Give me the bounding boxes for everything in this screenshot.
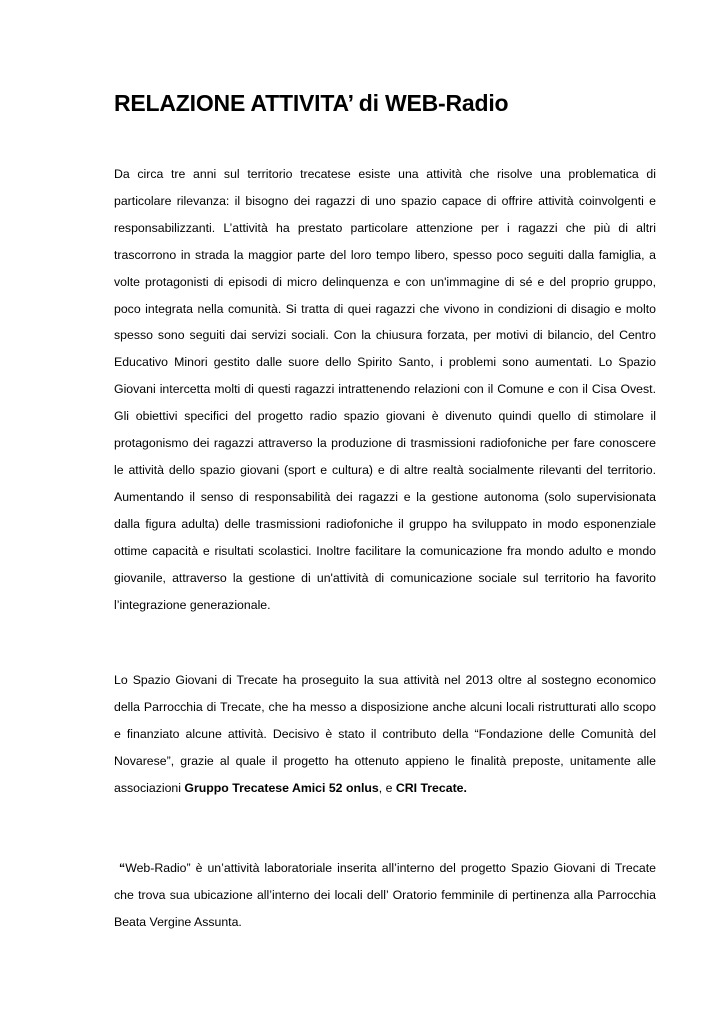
document-title: RELAZIONE ATTIVITA’ di WEB-Radio [114, 90, 509, 116]
association-gruppo-trecatese: Gruppo Trecatese Amici 52 onlus [184, 780, 379, 795]
paragraph-intro: Da circa tre anni sul territorio trecatese esiste una attività che risolve una problematica di particolare rilevanza: il bisogno dei ragazzi di uno spazio capace di offrire attività coinvolgenti e responsabilizzanti. L’attività ha prestato particolare attenzione per i ragazzi che più di altri trascorrono in strada la maggior parte del loro tempo libero, spesso poco seguiti dalla famiglia, a volte protagonisti di episodi di micro delinquenza e con un'immagine di sé e del proprio gruppo, poco integrata nella comunità. Si tratta di quei ragazzi che vivono in condizioni di disagio e molto spesso sono seguiti dai servizi sociali. Con la chiusura forzata, per motivi di bilancio, del Centro Educativo Minori gestito dalle suore dello Spirito Santo, i problemi sono aumentati. Lo Spazio Giovani intercetta molti di questi ragazzi intrattenendo relazioni con il Comune e con il Cisa Ovest. Gli obiettivi specifici del progetto radio spazio giovani è divenuto quindi quello di stimolare il protagonismo dei ragazzi attraverso la produzione di trasmissioni radiofoniche per fare conoscere le attività dello spazio giovani (sport e cultura) e di altre realtà socialmente rilevanti del territorio. Aumentando il senso di responsabilità dei ragazzi e la gestione autonoma (solo supervisionata dalla figura adulta) delle trasmissioni radiofoniche il gruppo ha sviluppato in modo esponenziale ottime capacità e risultati scolastici. Inoltre facilitare la comunicazione fra mondo adulto e mondo giovanile, attraverso la gestione di un'attività di comunicazione sociale sul territorio ha favorito l’integrazione generazionale. [114, 167, 656, 612]
paragraph-funding-separator: , e [378, 780, 393, 795]
paragraph-web-radio-text: Web-Radio” è un’attività laboratoriale inserita all’interno del progetto Spazio Giovani di Trecate che trova sua ubicazione all’interno dei locali dell’ Oratorio femminile di pertinenza alla Parrocchia Beata Vergine Assunta. [114, 861, 656, 929]
association-cri-trecate: CRI Trecate. [395, 780, 467, 795]
paragraph-funding [114, 667, 656, 802]
paragraph-web-radio [114, 855, 656, 936]
opening-quote: “ [119, 861, 126, 875]
paragraph-funding-text: Lo Spazio Giovani di Trecate ha proseguito la sua attività nel 2013 oltre al sostegno economico della Parrocchia di Trecate, che ha messo a disposizione anche alcuni locali ristrutturati allo scopo e finanziato alcune attività. Decisivo è stato il contributo della “Fondazione delle Comunità del Novarese”, grazie al quale il progetto ha ottenuto appieno le finalità preposte, unitamente alle associazioni [114, 673, 656, 795]
